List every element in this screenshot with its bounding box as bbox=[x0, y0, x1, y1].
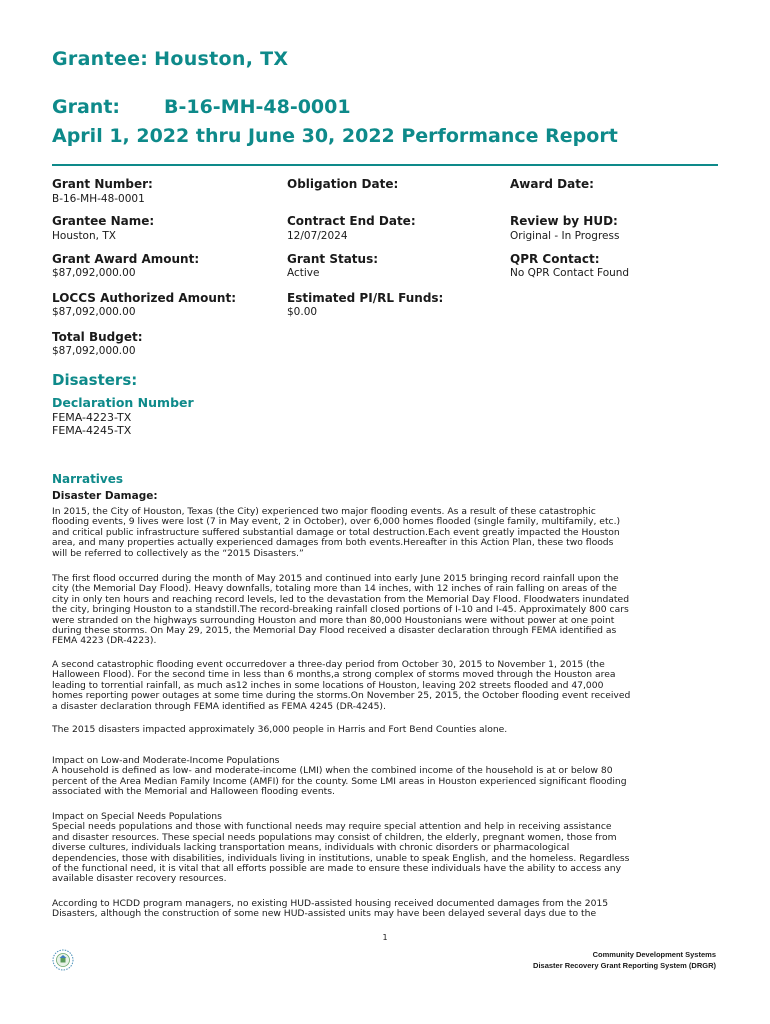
footer-system-info bbox=[533, 950, 716, 971]
contract-end-date-label: Contract End Date: bbox=[287, 214, 416, 228]
qpr-contact-label: QPR Contact: bbox=[510, 252, 600, 266]
narrative-paragraph: The first flood occurred during the month of May 2015 and continued into early June 2015 bringing record rainfall upon the city (the Memorial Day Flood). Heavy downfalls, totaling more than 14 inches, with 12 inches of rain falling on areas of the city in only ten hours and reaching record levels, led to the devastation from the Memorial Day Flood. Floodwaters inundated the city, bringing Houston to a standstill.The record-breaking rainfall closed portions of I-10 and I-45. Approximately 800 cars were stranded on the highways surrounding Houston and more than 80,000 Houstonians were without power at one point during these storms. On May 29, 2015, the Memorial Day Flood received a disaster declaration through FEMA identified as FEMA 4223 (DR-4223). bbox=[52, 573, 630, 647]
grantee-name-label: Grantee Name: bbox=[52, 214, 155, 228]
narrative-paragraph: Impact on Low-and Moderate-Income Populations A household is defined as low- and moderate-income (LMI) when the combined income of the household is at or below 80 percent of the Area Median Family Income (AMFI) for the county. Some LMI areas in Houston experienced significant flooding associated with the Memorial and Halloween flooding events. bbox=[52, 755, 627, 798]
disaster-damage-heading: Disaster Damage: bbox=[52, 490, 158, 502]
narratives-heading: Narratives bbox=[52, 472, 124, 486]
total-budget-label: Total Budget: bbox=[52, 330, 143, 344]
narrative-paragraph: In 2015, the City of Houston, Texas (the City) experienced two major flooding events. As a result of these catastrophic flooding events, 9 lives were lost (7 in May event, 2 in October), over 6,000 homes flooded (single family, multifamily, etc.) and critical public infrastructure suffered substantial damage or total destruction.Each event greatly impacted the Houston area, and many properties actually experienced damages from both events.Hereafter in this Action Plan, these two floods will be referred to collectively as the “2015 Disasters.” bbox=[52, 506, 621, 559]
obligation-date-label: Obligation Date: bbox=[287, 177, 399, 191]
declaration-item: FEMA-4245-TX bbox=[52, 424, 132, 437]
grant-value: B-16-MH-48-0001 bbox=[164, 96, 351, 118]
review-by-hud-value: Original - In Progress bbox=[510, 230, 620, 242]
grant-status-value: Active bbox=[287, 267, 320, 279]
grant-award-amount-value: $87,092,000.00 bbox=[52, 267, 136, 279]
grant-status-label: Grant Status: bbox=[287, 252, 379, 266]
footer-line-1: Community Development Systems bbox=[592, 950, 716, 959]
qpr-contact-value: No QPR Contact Found bbox=[510, 267, 630, 279]
disasters-heading: Disasters: bbox=[52, 371, 138, 389]
grantee-value: Houston, TX bbox=[154, 48, 289, 70]
loccs-authorized-amount-label: LOCCS Authorized Amount: bbox=[52, 291, 237, 305]
grant-number-label: Grant Number: bbox=[52, 177, 153, 191]
header-divider bbox=[52, 164, 718, 166]
grant-label: Grant: bbox=[52, 96, 120, 118]
contract-end-date-value: 12/07/2024 bbox=[287, 230, 348, 242]
estimated-pirl-funds-value: $0.00 bbox=[287, 306, 318, 318]
grant-award-amount-label: Grant Award Amount: bbox=[52, 252, 200, 266]
narrative-paragraph: Impact on Special Needs Populations Special needs populations and those with functional needs may require special attention and help in receiving assistance and disaster resources. These special needs populations may consist of children, the elderly, pregnant women, those from diverse cultures, individuals lacking transportation means, individuals with chronic disorders or pharmacological dependencies, those with disabilities, individuals living in institutions, unable to speak English, and the homeless. Regardless of the functional need, it is vital that all efforts possible are made to ensure these individuals have the ability to access any available disaster recovery resources. bbox=[52, 811, 630, 885]
total-budget-value: $87,092,000.00 bbox=[52, 345, 136, 357]
grantee-name-value: Houston, TX bbox=[52, 230, 116, 242]
grantee-label: Grantee: bbox=[52, 48, 149, 70]
narrative-paragraph: The 2015 disasters impacted approximately 36,000 people in Harris and Fort Bend Counties alone. bbox=[52, 724, 508, 735]
report-period-title: April 1, 2022 thru June 30, 2022 Performance Report bbox=[52, 125, 618, 147]
grant-heading bbox=[52, 96, 351, 118]
award-date-label: Award Date: bbox=[510, 177, 594, 191]
page-number: 1 bbox=[382, 933, 388, 942]
grant-number-value: B-16-MH-48-0001 bbox=[52, 193, 145, 205]
footer-line-2: Disaster Recovery Grant Reporting System (DRGR) bbox=[533, 960, 716, 970]
loccs-authorized-amount-value: $87,092,000.00 bbox=[52, 306, 136, 318]
estimated-pirl-funds-label: Estimated PI/RL Funds: bbox=[287, 291, 444, 305]
declaration-number-header: Declaration Number bbox=[52, 395, 194, 410]
declaration-item: FEMA-4223-TX bbox=[52, 411, 132, 424]
hud-seal-icon bbox=[52, 949, 74, 971]
narrative-paragraph: A second catastrophic flooding event occurredover a three-day period from October 30, 2015 to November 1, 2015 (the Halloween Flood). For the second time in less than 6 months,a strong complex of storms moved through the Houston area leading to torrential rainfall, as much as12 inches in some locations of Houston, leaving 202 streets flooded and 47,000 homes reporting power outages at some time during the storms.On November 25, 2015, the October flooding event received a disaster declaration through FEMA identified as FEMA 4245 (DR-4245). bbox=[52, 659, 631, 712]
review-by-hud-label: Review by HUD: bbox=[510, 214, 618, 228]
narrative-paragraph: According to HCDD program managers, no existing HUD-assisted housing received documented damages from the 2015 Disasters, although the construction of some new HUD-assisted units may have been delayed several days due to the bbox=[52, 898, 609, 920]
grantee-heading bbox=[52, 48, 288, 70]
